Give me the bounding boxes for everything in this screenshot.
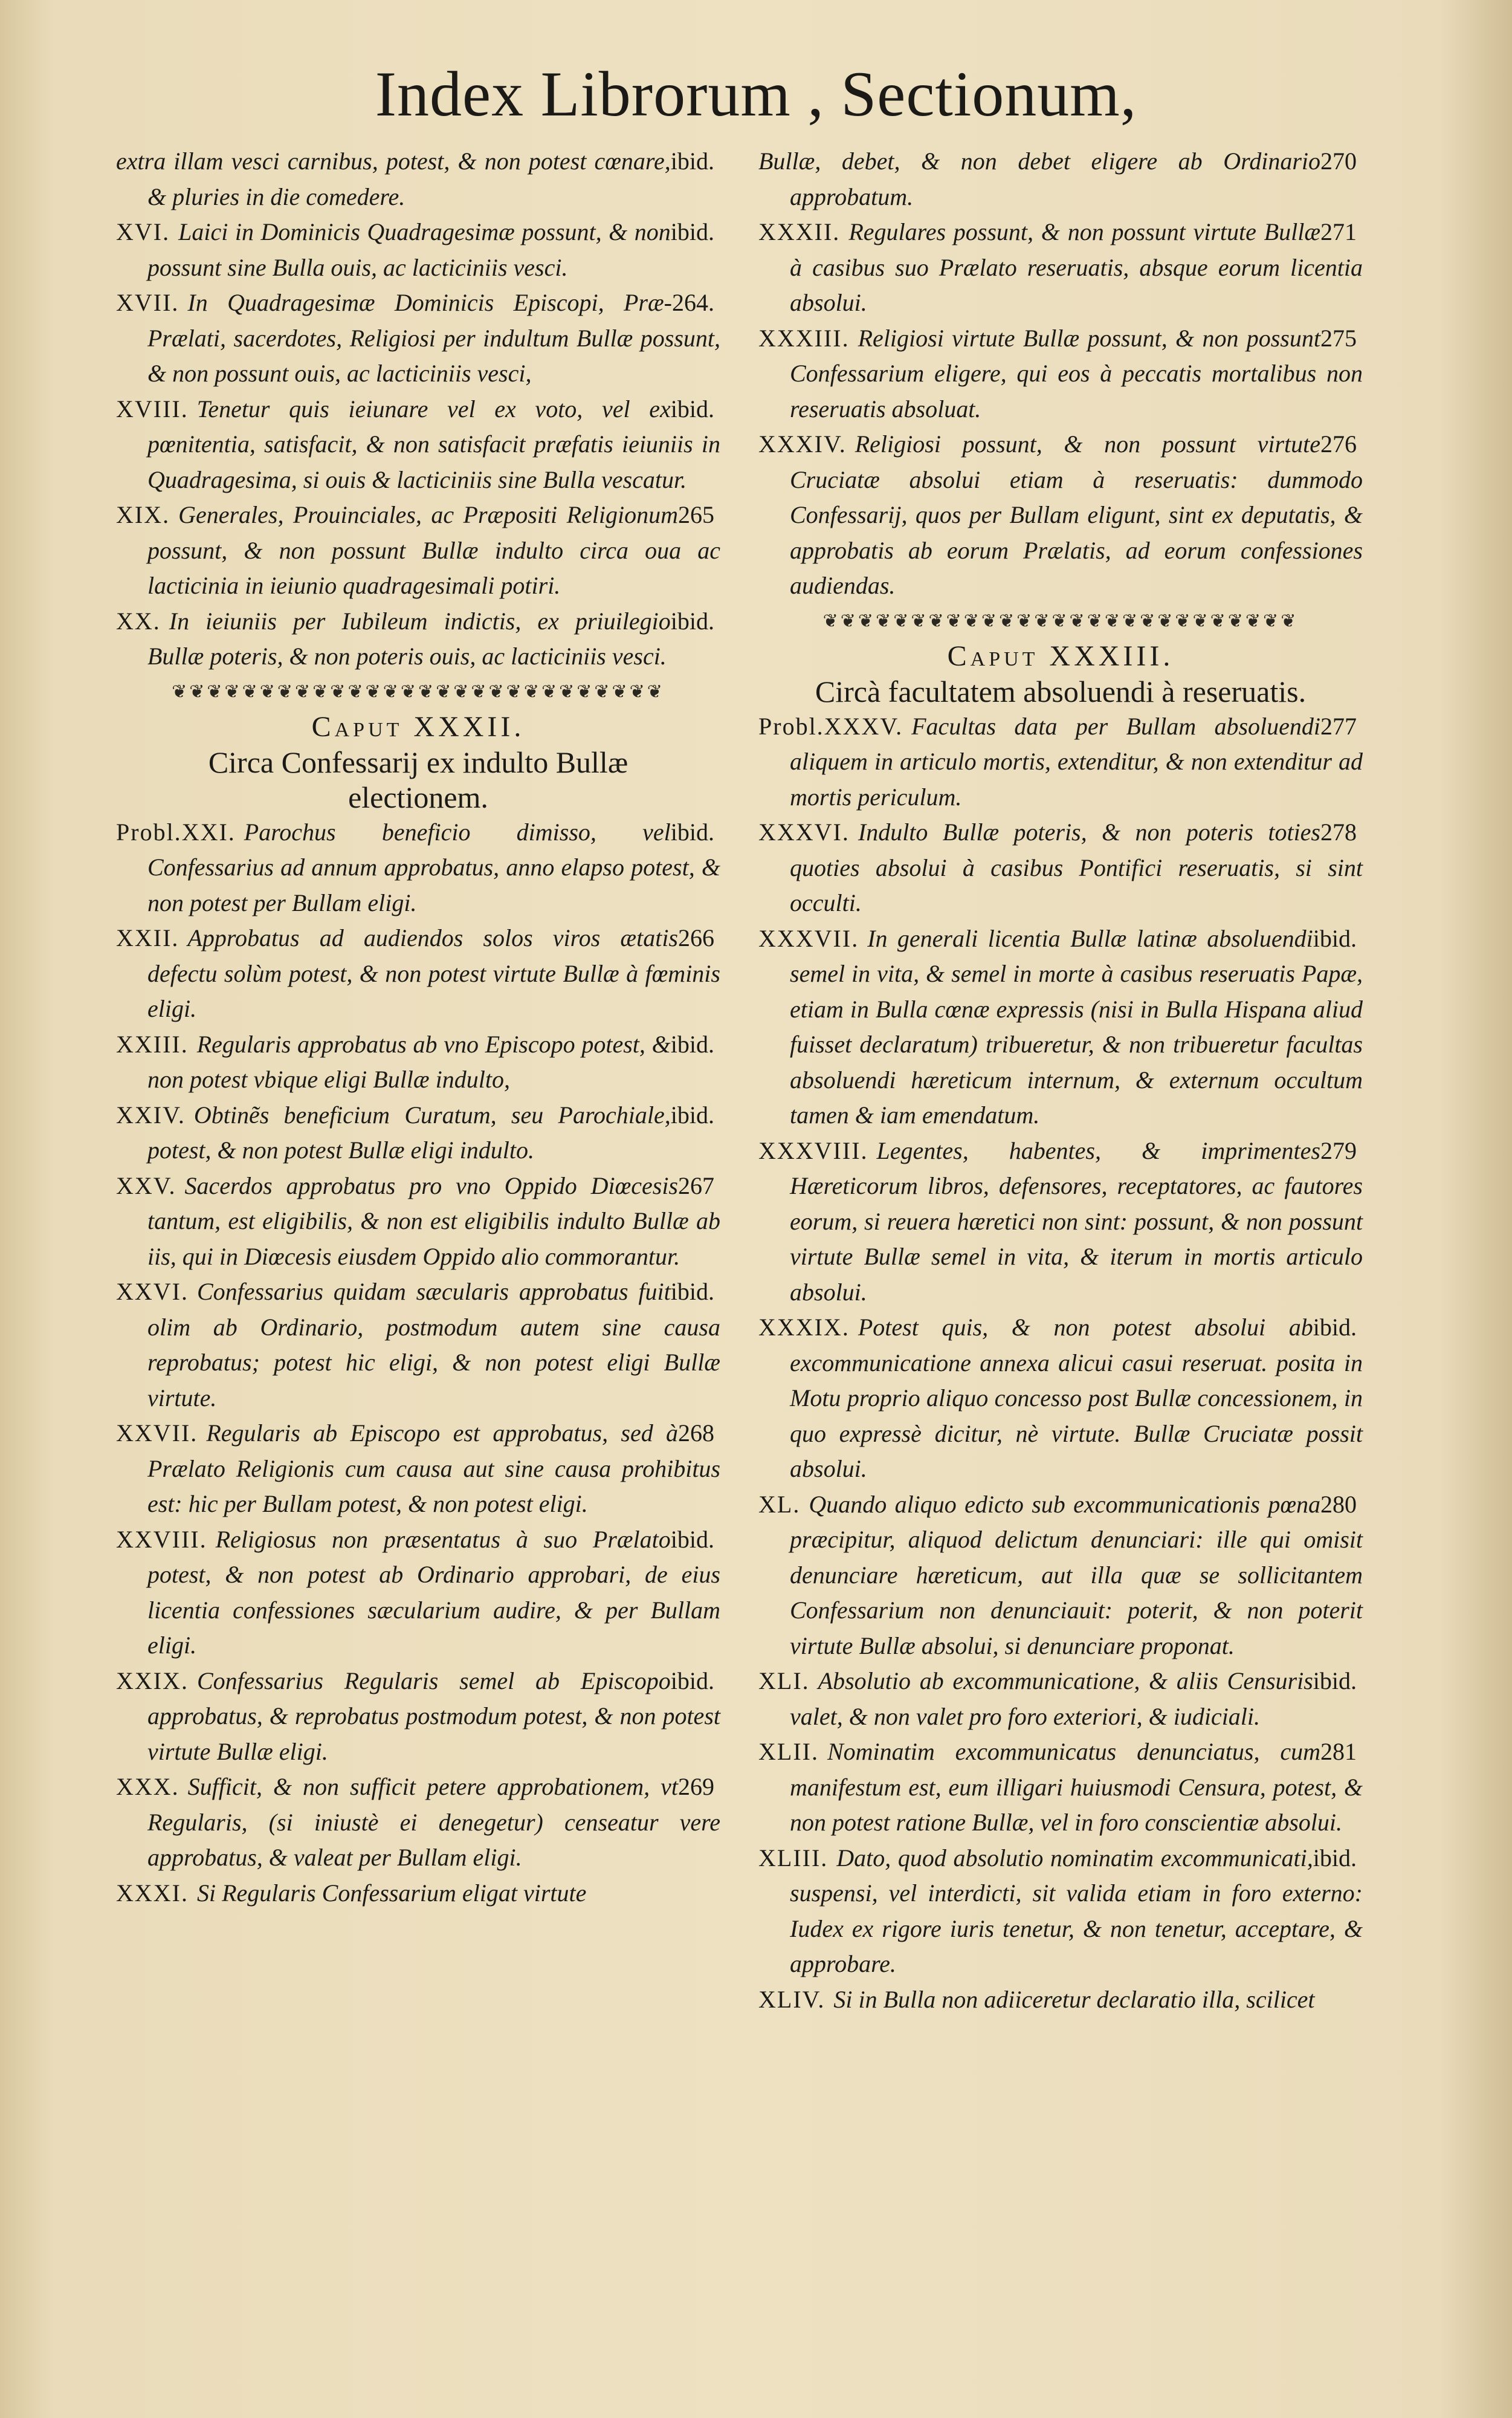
problem-number: XX. bbox=[116, 607, 161, 635]
page-reference: 270 bbox=[1320, 147, 1357, 175]
problem-number: XXVII. bbox=[116, 1419, 198, 1447]
entry-text: Obtinẽs beneficium Curatum, seu Parochiale, potest, & non potest Bullæ eligi indulto. bbox=[147, 1101, 671, 1164]
problem-number: XXXVII. bbox=[758, 924, 859, 952]
index-entry bbox=[758, 1841, 1363, 1982]
page-reference: ibid. bbox=[670, 1667, 714, 1694]
ornamental-divider: ❦❦❦❦❦❦❦❦❦❦❦❦❦❦❦❦❦❦❦❦❦❦❦❦❦❦❦ bbox=[822, 610, 1299, 632]
page-reference: 269 bbox=[678, 1773, 714, 1800]
problem-number: XXVIII. bbox=[116, 1525, 207, 1553]
page-reference: 275 bbox=[1320, 324, 1357, 352]
entry-text: Tenetur quis ieiunare vel ex voto, vel ex pœnitentia, satisfacit, & non satisfacit præfatis ieiuniis in Quadragesima, si ouis & lacticiniis sine Bulla vescatur. bbox=[147, 395, 720, 493]
index-entry bbox=[758, 144, 1363, 215]
index-entry bbox=[116, 1168, 720, 1275]
index-entry bbox=[758, 1734, 1363, 1841]
entry-text: Nominatim excommunicatus denunciatus, cum manifestum est, eum illigari huiusmodi Censura, potest, & non potest ratione Bullæ, vel in foro conscientiæ absolui. bbox=[790, 1738, 1363, 1836]
problem-number: XVII. bbox=[116, 289, 179, 316]
problem-number: XXX. bbox=[116, 1773, 179, 1800]
entry-text: Sacerdos approbatus pro vno Oppido Diœcesis tantum, est eligibilis, & non est eligibilis indulto Bullæ ab iis, qui in Diœcesis eiusdem Oppido alio commorantur. bbox=[147, 1172, 720, 1270]
page-reference: ibid. bbox=[670, 1278, 714, 1305]
left-entries-bottom bbox=[116, 815, 720, 1911]
chapter-subtitle: Circa Confessarij ex indulto Bullæ bbox=[208, 745, 628, 779]
page-reference: 267 bbox=[678, 1172, 714, 1199]
index-entry bbox=[758, 321, 1363, 427]
index-entry bbox=[758, 1664, 1363, 1734]
problem-number: Probl.XXI. bbox=[116, 818, 236, 846]
problem-number: XL. bbox=[758, 1490, 801, 1518]
entry-text: Confessarius Regularis semel ab Episcopo approbatus, & reprobatus postmodum potest, & non potest virtute Bullæ eligi. bbox=[147, 1667, 720, 1765]
index-entry bbox=[116, 1027, 720, 1098]
right-entries-bottom bbox=[758, 709, 1363, 2018]
page-reference: ibid. bbox=[1313, 1314, 1357, 1341]
index-entry bbox=[116, 815, 720, 921]
problem-number: XXVI. bbox=[116, 1278, 189, 1305]
index-entry bbox=[116, 1416, 720, 1522]
entry-text: Parochus beneficio dimisso, vel Confessarius ad annum approbatus, anno elapso potest, & non potest per Bullam eligi. bbox=[147, 818, 720, 916]
index-entry bbox=[116, 285, 720, 392]
index-entry bbox=[116, 1769, 720, 1876]
entry-text: Religiosi virtute Bullæ possunt, & non possunt Confessarium eligere, qui eos à peccatis mortalibus non reseruatis absoluat. bbox=[790, 324, 1363, 423]
index-entry bbox=[116, 1664, 720, 1770]
page-reference: ibid. bbox=[1313, 1667, 1357, 1694]
page-reference: 266 bbox=[678, 924, 714, 951]
chapter-title: Caput XXXIII. bbox=[947, 640, 1174, 672]
page-reference: ibid. bbox=[670, 395, 714, 423]
right-entries-top bbox=[758, 144, 1363, 604]
problem-number: XXXIX. bbox=[758, 1314, 850, 1341]
entry-text: Regularis approbatus ab vno Episcopo potest, & non potest vbique eligi Bullæ indulto, bbox=[147, 1030, 671, 1093]
problem-number: Probl.XXXV. bbox=[758, 712, 903, 740]
entry-text: Potest quis, & non potest absolui ab excommunicatione annexa alicui casui reseruat. posita in Motu proprio aliquo concesso post Bullæ concessionem, in quo expressè dicitur, nè virtute. Bullæ Cruciatæ possit absolui. bbox=[790, 1314, 1363, 1482]
chapter-subtitle: Circà facultatem absoluendi à reseruatis. bbox=[815, 674, 1307, 708]
entry-text: Absolutio ab excommunicatione, & aliis Censuris valet, & non valet pro foro exteriori, & iudiciali. bbox=[790, 1667, 1313, 1730]
page-reference: 279 bbox=[1320, 1136, 1357, 1164]
index-entry bbox=[116, 144, 720, 215]
page-reference: ibid. bbox=[670, 818, 714, 846]
entry-text: Legentes, habentes, & imprimentes Hæreticorum libros, defensores, receptatores, ac fautores eorum, si reuera hæretici non sint: possunt, & non possunt virtute Bullæ semel in vita, & iterum in mortis articulo absolui. bbox=[790, 1136, 1363, 1306]
running-header: Index Librorum , Sectionum, bbox=[375, 59, 1137, 129]
entry-text: Laici in Dominicis Quadragesimæ possunt, & non possunt sine Bulla ouis, ac lacticiniis vesci. bbox=[147, 218, 671, 281]
left-column bbox=[116, 144, 720, 1911]
entry-text: Sufficit, & non sufficit petere approbationem, vt Regularis, (si iniustè ei denegetur) censeatur vere approbatus, & valeat per Bullam eligi. bbox=[147, 1773, 720, 1871]
index-entry bbox=[116, 1274, 720, 1416]
page-reference: 278 bbox=[1320, 818, 1357, 846]
index-entry bbox=[758, 1982, 1363, 2018]
index-entry bbox=[758, 427, 1363, 604]
index-entry bbox=[116, 498, 720, 604]
problem-number: XVIII. bbox=[116, 395, 189, 423]
problem-number: XXII. bbox=[116, 924, 179, 951]
page-reference: ibid. bbox=[670, 147, 714, 175]
entry-text: Bullæ, debet, & non debet eligere ab Ordinario approbatum. bbox=[758, 147, 1320, 210]
problem-number: XLIV. bbox=[758, 1985, 825, 2013]
problem-number: XXIII. bbox=[116, 1030, 189, 1058]
page-reference: 264. bbox=[672, 289, 714, 316]
page-reference: ibid. bbox=[670, 1101, 714, 1129]
problem-number: XLII. bbox=[758, 1738, 819, 1765]
problem-number: XXXIV. bbox=[758, 430, 847, 458]
index-entry bbox=[116, 604, 720, 675]
entry-text: Dato, quod absolutio nominatim excommunicati, suspensi, vel interdicti, sit valida etiam in foro externo: Iudex ex rigore iuris tenetur, & non tenetur, acceptare, & approbare. bbox=[790, 1844, 1363, 1977]
problem-number: XLI. bbox=[758, 1667, 810, 1694]
page-reference: 265 bbox=[678, 501, 714, 528]
entry-text: Quando aliquo edicto sub excommunicationis pœna præcipitur, aliquod delictum denunciari: ille qui omisit denunciare hæreticum, aut illa quæ se sollicitantem Confessarium non denunciauit: poterit, & non poterit virtute Bullæ absolui, si denunciare proponat. bbox=[790, 1490, 1363, 1659]
problem-number: XXXII. bbox=[758, 218, 841, 245]
problem-number: XVI. bbox=[116, 218, 170, 245]
left-entries-top bbox=[116, 144, 720, 675]
entry-text: Generales, Prouinciales, ac Præpositi Religionum possunt, & non possunt Bullæ indulto circa oua ac lacticinia in ieiunio quadragesimali potiri. bbox=[147, 501, 720, 599]
entry-text: extra illam vesci carnibus, potest, & non potest cœnare, & pluries in die comedere. bbox=[116, 147, 671, 210]
entry-text: Religiosi possunt, & non possunt virtute Cruciatæ absolui etiam à reseruatis: dummodo Confessarij, quos per Bullam eligunt, sint ex deputatis, & approbatis ab eorum Prælatis, ad eorum confessiones audiendas. bbox=[790, 430, 1363, 599]
right-column bbox=[758, 144, 1363, 2017]
page-reference: 277 bbox=[1320, 712, 1357, 740]
index-entry bbox=[758, 709, 1363, 815]
entry-text: Si Regularis Confessarium eligat virtute bbox=[196, 1879, 587, 1907]
chapter-title: Caput XXXII. bbox=[311, 710, 525, 743]
index-entry bbox=[116, 1098, 720, 1168]
entry-text: Si in Bulla non adiiceretur declaratio illa, scilicet bbox=[833, 1985, 1315, 2013]
page-reference: ibid. bbox=[670, 607, 714, 635]
index-entry bbox=[758, 1310, 1363, 1487]
chapter-subtitle-continued: electionem. bbox=[348, 780, 488, 814]
entry-text: Regulares possunt, & non possunt virtute Bullæ à casibus suo Prælato reseruatis, absque eorum licentia absolui. bbox=[790, 218, 1363, 316]
entry-text: Regularis ab Episcopo est approbatus, sed à Prælato Religionis cum causa aut sine causa prohibitus est: hic per Bullam potest, & non potest eligi. bbox=[147, 1419, 720, 1517]
problem-number: XXXI. bbox=[116, 1879, 189, 1907]
problem-number: XXIX. bbox=[116, 1667, 189, 1694]
entry-text: Religiosus non præsentatus à suo Prælato potest, & non potest ab Ordinario approbari, de eius licentia confessiones sæcularium audire, & per Bullam eligi. bbox=[147, 1525, 720, 1659]
page-reference: ibid. bbox=[1313, 924, 1357, 952]
entry-text: Facultas data per Bullam absoluendi aliquem in articulo mortis, extenditur, & non extenditur ad mortis periculum. bbox=[790, 712, 1363, 811]
index-entry bbox=[758, 1133, 1363, 1311]
problem-number: XLIII. bbox=[758, 1844, 829, 1872]
entry-text: In ieiuniis per Iubileum indictis, ex priuilegio Bullæ poteris, & non poteris ouis, ac lacticiniis vesci. bbox=[147, 607, 671, 670]
page-reference: 271 bbox=[1320, 218, 1357, 245]
index-entry bbox=[758, 921, 1363, 1133]
problem-number: XXIV. bbox=[116, 1101, 186, 1129]
entry-text: Confessarius quidam sæcularis approbatus fuit olim ab Ordinario, postmodum autem sine causa reprobatus; potest hic eligi, & non potest eligi Bullæ virtute. bbox=[147, 1278, 720, 1412]
problem-number: XXXVI. bbox=[758, 818, 850, 846]
index-entry bbox=[116, 1522, 720, 1664]
problem-number: XXXIII. bbox=[758, 324, 850, 352]
entry-text: In generali licentia Bullæ latinæ absoluendi semel in vita, & semel in morte à casibus reseruatis Papæ, etiam in Bulla cœnæ expressis (nisi in Bulla Hispana aliud fuisset declaratum) tribueretur, & non tribueretur facultas absoluendi hæreticum internum, & externum occultum tamen & iam emendatum. bbox=[790, 924, 1363, 1129]
entry-text: Approbatus ad audiendos solos viros ætatis defectu solùm potest, & non potest virtute Bullæ à fœminis eligi. bbox=[147, 924, 720, 1022]
page-reference: ibid. bbox=[670, 1030, 714, 1058]
page-reference: 280 bbox=[1320, 1490, 1357, 1518]
page-reference: 268 bbox=[678, 1419, 714, 1447]
entry-text: Indulto Bullæ poteris, & non poteris toties quoties absolui à casibus Pontifici reseruatis, si sint occulti. bbox=[790, 818, 1363, 916]
page-reference: ibid. bbox=[670, 218, 714, 245]
index-entry bbox=[758, 1487, 1363, 1664]
page-reference: 276 bbox=[1320, 430, 1357, 458]
page-reference: ibid. bbox=[670, 1525, 714, 1553]
entry-text: In Quadragesimæ Dominicis Episcopi, Præ-Prælati, sacerdotes, Religiosi per indultum Bullæ possunt, & non possunt ouis, ac lacticiniis vesci, bbox=[147, 289, 720, 387]
ornamental-divider: ❦❦❦❦❦❦❦❦❦❦❦❦❦❦❦❦❦❦❦❦❦❦❦❦❦❦❦❦ bbox=[172, 681, 665, 702]
problem-number: XIX. bbox=[116, 501, 170, 528]
problem-number: XXV. bbox=[116, 1172, 176, 1199]
index-entry bbox=[116, 392, 720, 498]
index-entry bbox=[116, 1876, 720, 1911]
problem-number: XXXVIII. bbox=[758, 1136, 868, 1164]
index-entry bbox=[758, 815, 1363, 921]
page-reference: 281 bbox=[1320, 1738, 1357, 1765]
index-entry bbox=[758, 215, 1363, 321]
index-entry bbox=[116, 215, 720, 285]
index-entry bbox=[116, 921, 720, 1027]
page-reference: ibid. bbox=[1313, 1844, 1357, 1872]
